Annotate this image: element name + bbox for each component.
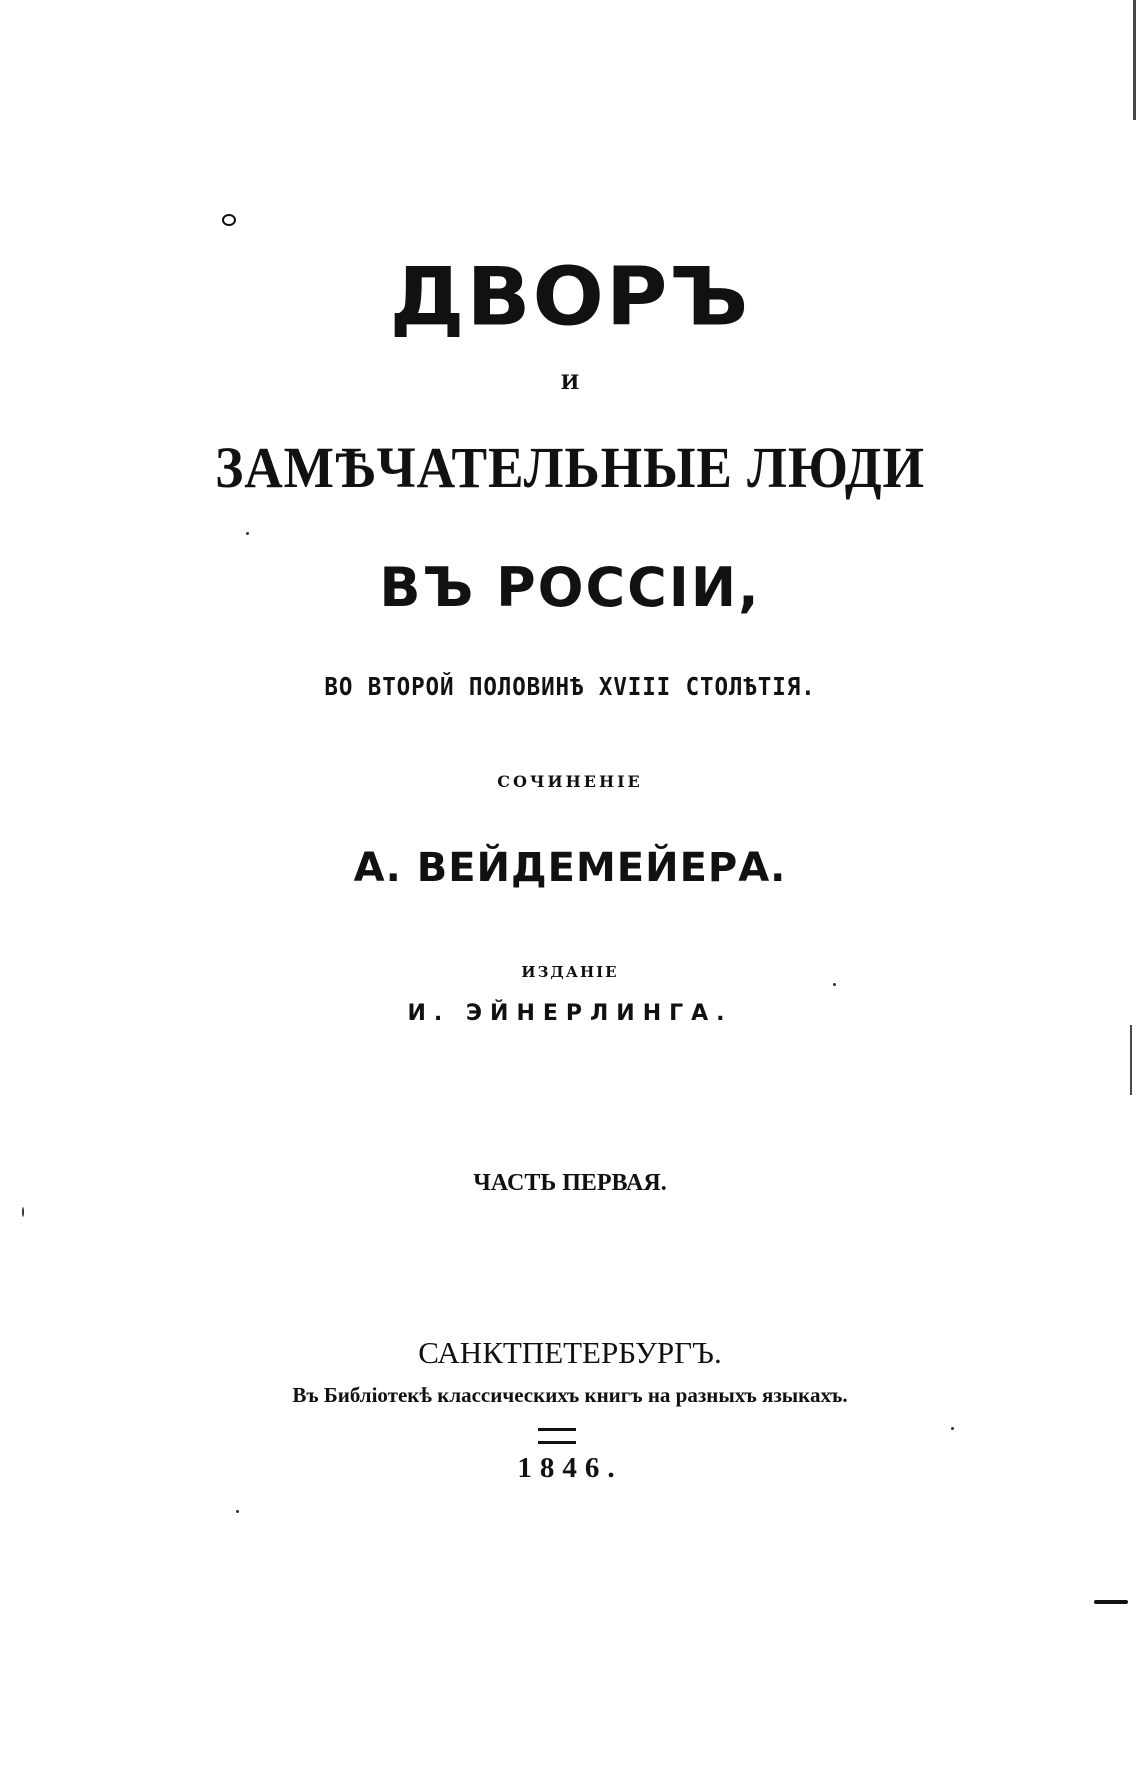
title-line-3: ВЪ РОССІИ, [379, 556, 761, 619]
title-conjunction: И [560, 370, 580, 394]
edition-label: ИЗДАНІЕ [521, 963, 619, 981]
scan-edge-mark [1130, 1025, 1132, 1095]
ink-speck [22, 1207, 24, 1217]
part-label: ЧАСТЬ ПЕРВАЯ. [473, 1170, 667, 1196]
publisher-name: И. ЭЙНЕРЛИНГА. [407, 1001, 733, 1026]
ink-speck [833, 983, 836, 986]
ink-speck [951, 1427, 954, 1430]
scan-dash-mark [1094, 1600, 1128, 1604]
imprint-library: Въ Библіотекѣ классическихъ книгъ на разныхъ языкахъ. [292, 1383, 848, 1407]
subtitle: ВО ВТОРОЙ ПОЛОВИНѢ XVIII СТОЛѢТІЯ. [324, 672, 816, 701]
double-rule-divider [538, 1428, 576, 1444]
composition-label: СОЧИНЕНІЕ [497, 772, 643, 791]
ink-ring-mark [222, 214, 236, 226]
title-line-2: ЗАМѢЧАТЕЛЬНЫЕ ЛЮДИ [215, 435, 925, 500]
scan-edge-mark [1133, 0, 1136, 120]
imprint-city: САНКТПЕТЕРБУРГЪ. [418, 1335, 722, 1370]
ink-speck [236, 1510, 239, 1513]
author-name: А. ВЕЙДЕМЕЙЕРА. [353, 845, 787, 891]
title-line-1: ДВОРЪ [389, 250, 751, 344]
ink-speck [246, 532, 249, 535]
imprint-year: 1846. [517, 1452, 623, 1484]
